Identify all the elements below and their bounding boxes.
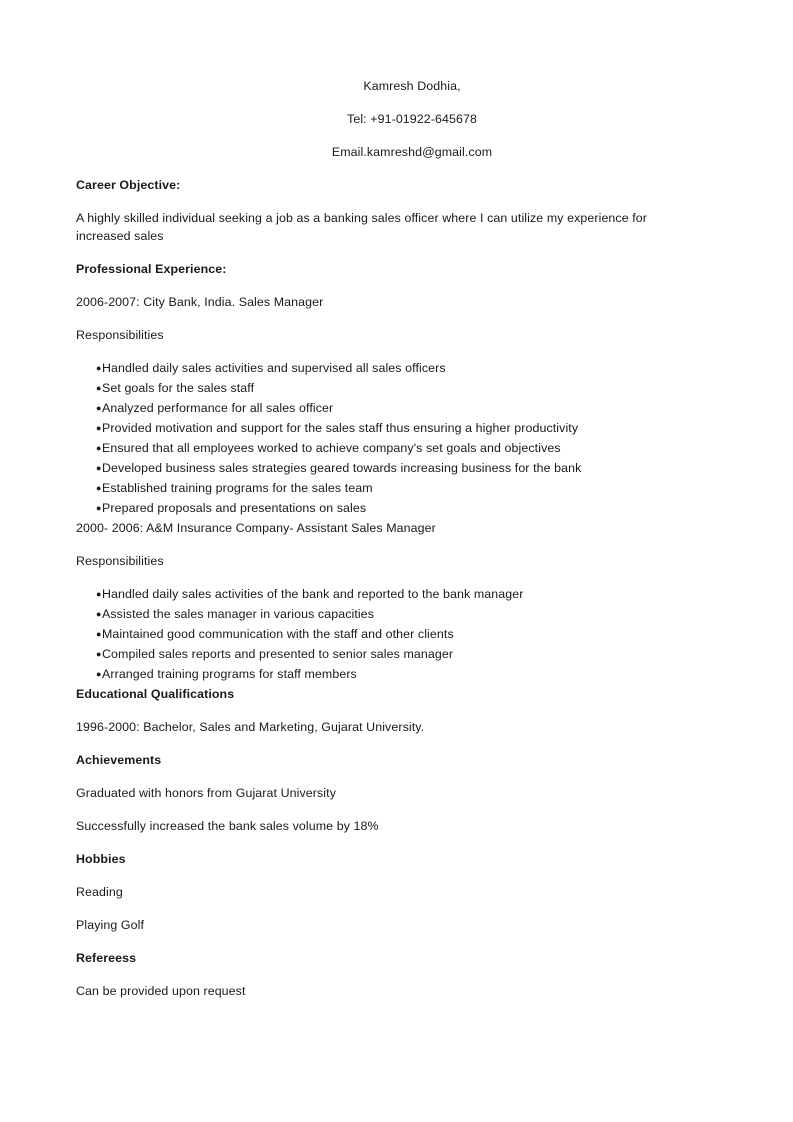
list-item: ●Maintained good communication with the staff and other clients: [96, 627, 454, 641]
achievement-item: Successfully increased the bank sales volume by 18%: [76, 819, 379, 833]
list-item: ●Ensured that all employees worked to achieve company's set goals and objectives: [96, 441, 561, 455]
professional-experience-heading: Professional Experience:: [76, 262, 227, 276]
bullet-icon: ●: [96, 629, 102, 639]
bullet-icon: ●: [96, 363, 102, 373]
list-item: ●Analyzed performance for all sales officer: [96, 401, 334, 415]
list-item: ●Developed business sales strategies geared towards increasing business for the bank: [96, 461, 582, 475]
hobby-item: Reading: [76, 885, 123, 899]
education-entry: 1996-2000: Bachelor, Sales and Marketing, Gujarat University.: [76, 720, 425, 734]
bullet-icon: ●: [96, 443, 102, 453]
bullet-icon: ●: [96, 609, 102, 619]
references-heading: Refereess: [76, 951, 137, 965]
list-item: ●Established training programs for the sales team: [96, 481, 373, 495]
bullet-icon: ●: [96, 503, 102, 513]
list-item: ●Provided motivation and support for the sales staff thus ensuring a higher productivity: [96, 421, 579, 435]
candidate-name: Kamresh Dodhia,: [363, 79, 461, 93]
job-2-title: 2000- 2006: A&M Insurance Company- Assistant Sales Manager: [76, 521, 436, 535]
bullet-icon: ●: [96, 423, 102, 433]
list-item: ●Handled daily sales activities of the bank and reported to the bank manager: [96, 587, 524, 601]
bullet-icon: ●: [96, 383, 102, 393]
career-objective-heading: Career Objective:: [76, 178, 181, 192]
education-heading: Educational Qualifications: [76, 687, 235, 701]
achievements-heading: Achievements: [76, 753, 162, 767]
bullet-icon: ●: [96, 463, 102, 473]
career-objective-line-1: A highly skilled individual seeking a job as a banking sales officer where I can utilize my experience for: [76, 211, 648, 225]
list-item: ●Compiled sales reports and presented to senior sales manager: [96, 647, 454, 661]
hobby-item: Playing Golf: [76, 918, 145, 932]
bullet-icon: ●: [96, 403, 102, 413]
job-2-responsibilities-heading: Responsibilities: [76, 554, 164, 568]
bullet-icon: ●: [96, 589, 102, 599]
bullet-icon: ●: [96, 649, 102, 659]
references-text: Can be provided upon request: [76, 984, 246, 998]
list-item: ●Arranged training programs for staff members: [96, 667, 357, 681]
list-item: ●Set goals for the sales staff: [96, 381, 255, 395]
career-objective-line-2: increased sales: [76, 229, 164, 243]
job-1-title: 2006-2007: City Bank, India. Sales Manager: [76, 295, 324, 309]
list-item: ●Assisted the sales manager in various capacities: [96, 607, 375, 621]
job-1-responsibilities-heading: Responsibilities: [76, 328, 164, 342]
list-item: ●Prepared proposals and presentations on sales: [96, 501, 367, 515]
bullet-icon: ●: [96, 669, 102, 679]
hobbies-heading: Hobbies: [76, 852, 126, 866]
list-item: ●Handled daily sales activities and supervised all sales officers: [96, 361, 446, 375]
email-address: Email.kamreshd@gmail.com: [331, 145, 493, 159]
achievement-item: Graduated with honors from Gujarat University: [76, 786, 336, 800]
phone-number: Tel: +91-01922-645678: [347, 112, 477, 126]
bullet-icon: ●: [96, 483, 102, 493]
